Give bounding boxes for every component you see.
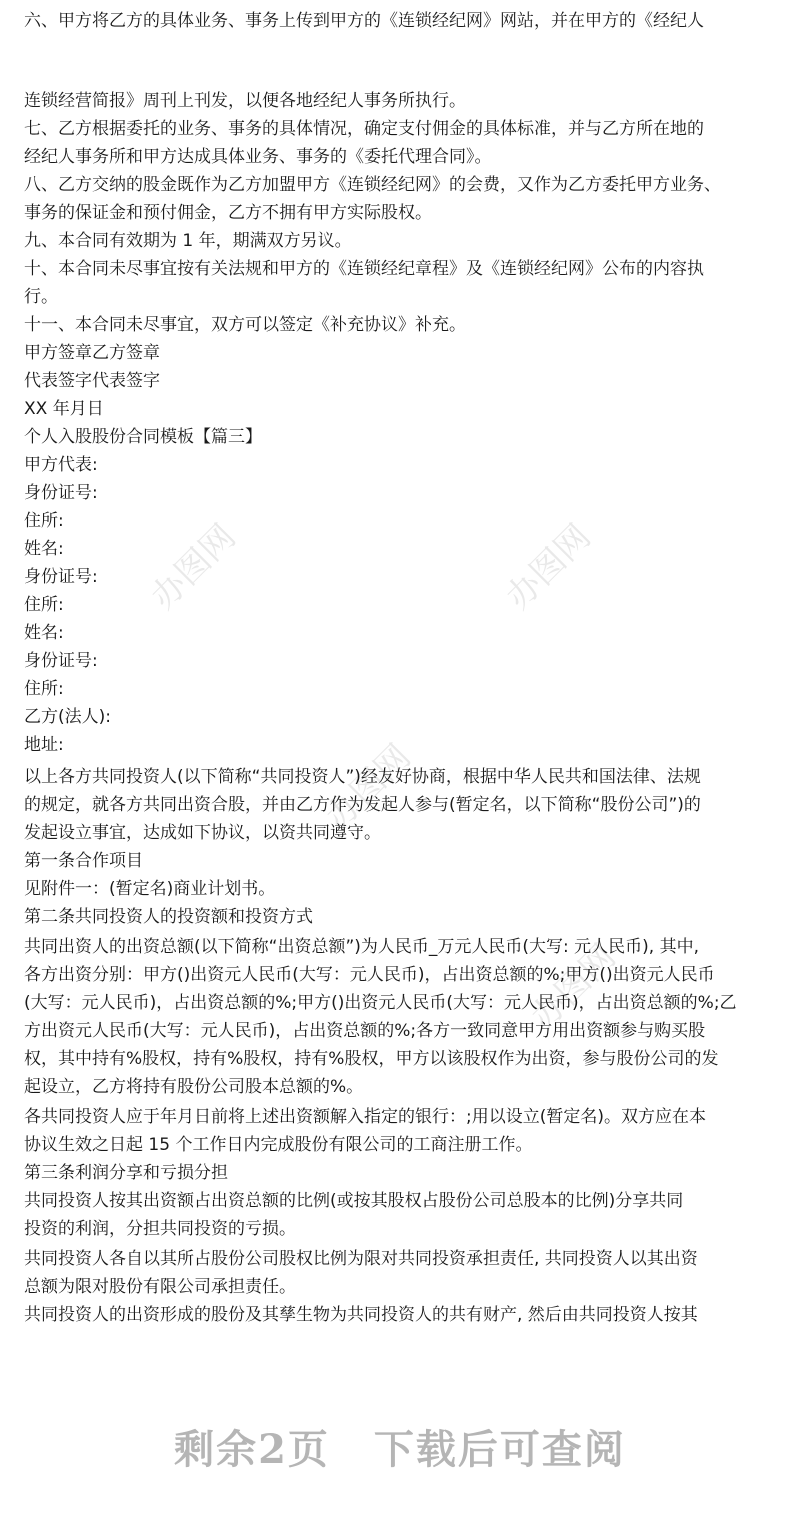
watermark: 办图网 (523, 936, 624, 1038)
text-line: 方出资元人民币(大写：元人民币)，占出资总额的%;各方一致同意甲方用出资额参与购买股 (24, 1021, 706, 1041)
text-line: 身份证号: (24, 483, 98, 503)
text-line: 住所: (24, 511, 64, 531)
text-line: 共同投资人按其出资额占出资总额的比例(或按其股权占股份公司总股本的比例)分享共同 (24, 1191, 684, 1211)
text-line: 第二条共同投资人的投资额和投资方式 (24, 907, 313, 927)
text-line: 的规定，就各方共同出资合股，并由乙方作为发起人参与(暂定名，以下简称“股份公司”)的 (24, 795, 701, 815)
text-line: 各方出资分别：甲方()出资元人民币(大写：元人民币)，占出资总额的%;甲方()出资元人民币 (24, 965, 715, 985)
text-line: 七、乙方根据委托的业务、事务的具体情况，确定支付佣金的具体标准，并与乙方所在地的 (24, 119, 704, 139)
text-line: 身份证号: (24, 567, 98, 587)
text-line: 共同投资人的出资形成的股份及其孳生物为共同投资人的共有财产, 然后由共同投资人按其 (24, 1305, 698, 1325)
text-line: 以上各方共同投资人(以下简称“共同投资人”)经友好协商，根据中华人民共和国法律、法规 (24, 767, 701, 787)
download-banner[interactable] (0, 1418, 800, 1475)
text-line: 六、甲方将乙方的具体业务、事务上传到甲方的《连锁经纪网》网站，并在甲方的《经纪人 (24, 11, 704, 31)
text-line: 起设立，乙方将持有股份公司股本总额的%。 (24, 1077, 364, 1097)
text-line: 代表签字代表签字 (24, 371, 160, 391)
watermark: 办图网 (318, 736, 419, 838)
text-line: 姓名: (24, 623, 64, 643)
text-line: 行。 (24, 287, 58, 307)
text-line: (大写：元人民币)，占出资总额的%;甲方()出资元人民币(大写：元人民币)，占出资总额的%;乙 (24, 993, 737, 1013)
text-line: 第三条利润分享和亏损分担 (24, 1163, 228, 1183)
text-line: 身份证号: (24, 651, 98, 671)
text-line: 甲方签章乙方签章 (24, 343, 160, 363)
text-line: 住所: (24, 595, 64, 615)
text-line: 九、本合同有效期为 1 年，期满双方另议。 (24, 231, 352, 251)
text-line: 经纪人事务所和甲方达成具体业务、事务的《委托代理合同》。 (24, 147, 492, 167)
text-line: 共同投资人各自以其所占股份公司股权比例为限对共同投资承担责任, 共同投资人以其出资 (24, 1249, 698, 1269)
text-line: 十一、本合同未尽事宜，双方可以签定《补充协议》补充。 (24, 315, 466, 335)
section-title: 个人入股股份合同模板【篇三】 (24, 427, 262, 447)
text-line: 总额为限对股份有限公司承担责任。 (24, 1277, 296, 1297)
text-line: 各共同投资人应于年月日前将上述出资额解入指定的银行：;用以设立(暂定名)。双方应在本 (24, 1107, 706, 1127)
text-line: 乙方(法人): (24, 707, 111, 727)
text-line: 甲方代表: (24, 455, 98, 475)
download-hint-label: 下载后可查阅 (373, 1426, 626, 1473)
watermark: 办图网 (143, 516, 244, 618)
text-line: 协议生效之日起 15 个工作日内完成股份有限公司的工商注册工作。 (24, 1135, 533, 1155)
watermark: 办图网 (498, 516, 599, 618)
text-line: 事务的保证金和预付佣金，乙方不拥有甲方实际股权。 (24, 203, 432, 223)
text-line: 十、本合同未尽事宜按有关法规和甲方的《连锁经纪章程》及《连锁经纪网》公布的内容执 (24, 259, 704, 279)
text-line: 投资的利润，分担共同投资的亏损。 (24, 1219, 296, 1239)
text-line: 共同出资人的出资总额(以下简称“出资总额”)为人民币_万元人民币(大写: 元人民币), 其中, (24, 937, 699, 957)
text-line: 姓名: (24, 539, 64, 559)
text-line: 地址: (24, 735, 64, 755)
text-line: 第一条合作项目 (24, 851, 143, 871)
text-line: 见附件一：(暂定名)商业计划书。 (24, 879, 276, 899)
text-line: 连锁经营简报》周刊上刊发，以便各地经纪人事务所执行。 (24, 91, 466, 111)
text-line: XX 年月日 (24, 399, 104, 419)
remaining-pages-label: 剩余2页 (174, 1426, 330, 1473)
text-line: 发起设立事宜，达成如下协议，以资共同遵守。 (24, 823, 381, 843)
text-line: 住所: (24, 679, 64, 699)
text-line: 权，其中持有%股权，持有%股权，持有%股权，甲方以该股权作为出资，参与股份公司的发 (24, 1049, 719, 1069)
text-line: 八、乙方交纳的股金既作为乙方加盟甲方《连锁经纪网》的会费，又作为乙方委托甲方业务、 (24, 175, 721, 195)
